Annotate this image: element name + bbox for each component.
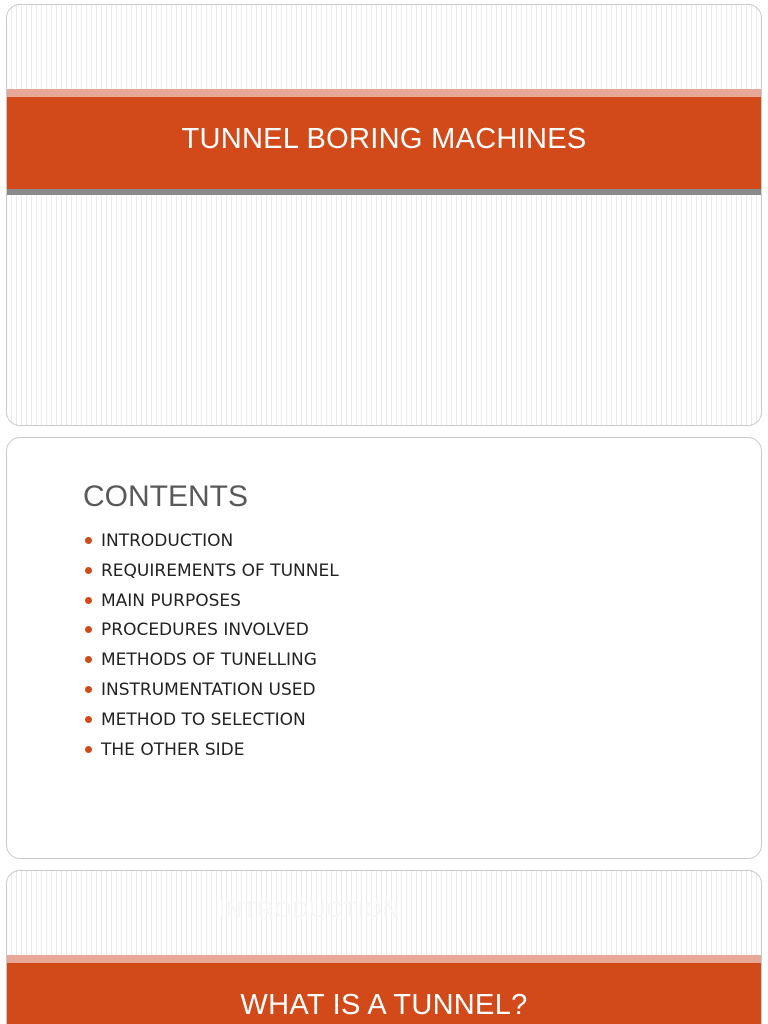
list-item-label: PROCEDURES INVOLVED — [101, 620, 309, 641]
title-band-shadow — [7, 189, 761, 195]
title-band — [7, 963, 761, 1024]
list-item — [85, 737, 339, 767]
title-band-highlight — [7, 955, 761, 963]
bullet-icon — [85, 716, 92, 723]
bullet-icon — [85, 537, 92, 544]
list-item — [85, 558, 339, 588]
list-item-label: METHODS OF TUNELLING — [101, 650, 317, 671]
bullet-icon — [85, 746, 92, 753]
bullet-icon — [85, 686, 92, 693]
bullet-icon — [85, 597, 92, 604]
list-item-label: INSTRUMENTATION USED — [101, 679, 316, 700]
list-item-label: METHOD TO SELECTION — [101, 709, 306, 730]
list-item — [85, 647, 339, 677]
list-item-label: REQUIREMENTS OF TUNNEL — [101, 560, 339, 581]
contents-list — [85, 528, 339, 766]
list-item — [85, 588, 339, 618]
bullet-icon — [85, 567, 92, 574]
slide-introduction — [6, 870, 762, 1024]
list-item — [85, 707, 339, 737]
list-item-label: INTRODUCTION — [101, 531, 234, 551]
title-band-highlight — [7, 89, 761, 97]
list-item — [85, 677, 339, 707]
list-item-label: THE OTHER SIDE — [101, 739, 245, 760]
contents-heading: CONTENTS — [83, 480, 248, 513]
faint-section-label: INTRODUCTION — [219, 897, 400, 922]
slide-contents — [6, 437, 762, 859]
bullet-icon — [85, 656, 92, 663]
bullet-icon — [85, 626, 92, 633]
slide-title — [6, 4, 762, 426]
list-item — [85, 617, 339, 647]
slide-title-text: WHAT IS A TUNNEL? — [240, 989, 528, 1021]
list-item-label: MAIN PURPOSES — [101, 590, 241, 611]
list-item — [85, 528, 339, 558]
slide-title-text: TUNNEL BORING MACHINES — [181, 122, 587, 155]
title-band — [7, 97, 761, 189]
